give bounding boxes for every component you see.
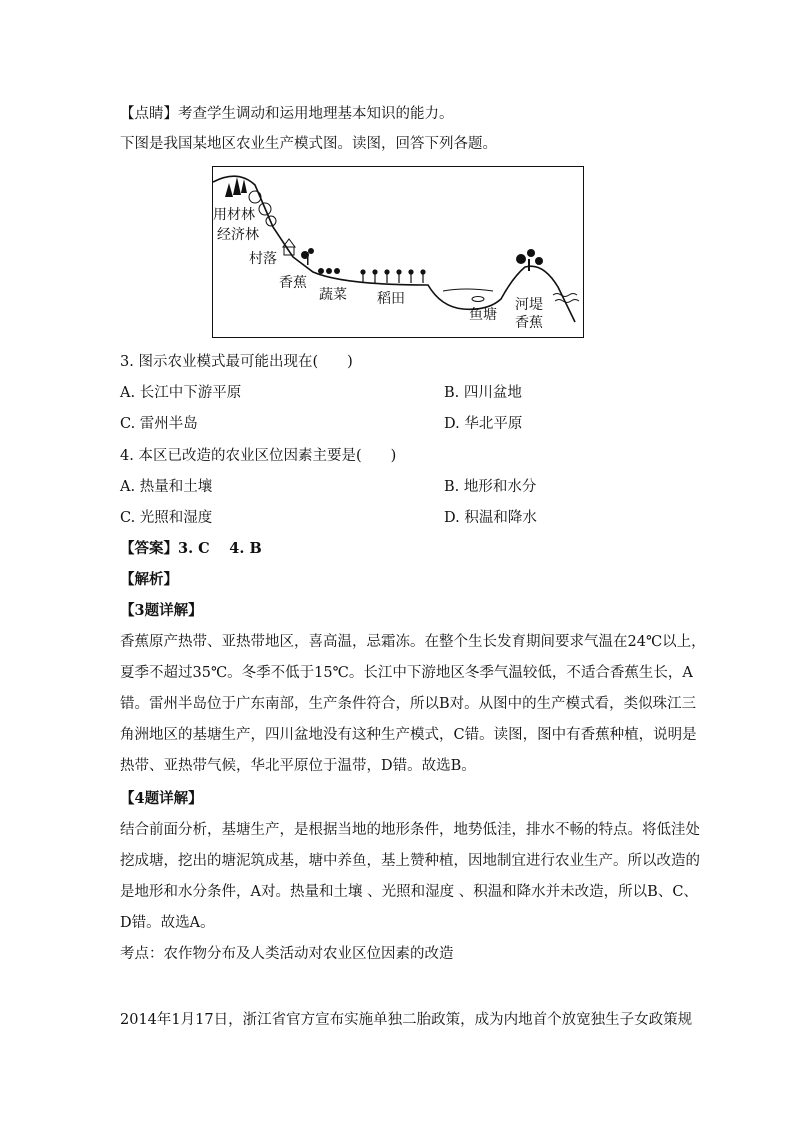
question-4-stem: 4. 本区已改造的农业区位因素主要是( ) xyxy=(120,448,397,464)
q3-detail-line: 角洲地区的基塘生产，四川盆地没有这种生产模式，C错。读图，图中有香蕉种植，说明是 xyxy=(120,727,697,743)
q4-option-d: D. 积温和降水 xyxy=(444,510,537,526)
kaodian-note: 考点：农作物分布及人类活动对农业区位因素的改造 xyxy=(120,946,454,962)
q3-detail-line: 错。雷州半岛位于广东南部，生产条件符合，所以B对。从图中的生产模式看，类似珠江三 xyxy=(120,696,697,712)
figure-label-vegetable: 蔬菜 xyxy=(319,287,347,303)
q3-detail-title: 【3题详解】 xyxy=(120,602,203,619)
figure-label-village: 村落 xyxy=(249,251,277,267)
figure-label-dike: 河堤 xyxy=(515,297,543,313)
q3-detail-line: 夏季不超过35℃。冬季不低于15℃。长江中下游地区冬季气温较低，不适合香蕉生长，A xyxy=(120,665,693,681)
timber-forest-icon xyxy=(225,177,247,197)
dianjing-note: 【点睛】考查学生调动和运用地理基本知识的能力。 xyxy=(120,106,454,122)
q4-option-c: C. 光照和湿度 xyxy=(120,510,213,526)
q4-detail-line: 结合前面分析，基塘生产，是根据当地的地形条件，地势低洼，排水不畅的特点。将低洼处 xyxy=(120,822,700,838)
fish-icon xyxy=(472,297,484,302)
next-paragraph: 2014年1月17日，浙江省官方宣布实施单独二胎政策，成为内地首个放宽独生子女政策规 xyxy=(120,1012,693,1028)
q3-option-a: A. 长江中下游平原 xyxy=(120,385,242,401)
figure-label-rice: 稻田 xyxy=(377,291,405,307)
q3-option-b: B. 四川盆地 xyxy=(444,385,522,401)
q4-option-b: B. 地形和水分 xyxy=(444,479,537,495)
figure-label-economic: 经济林 xyxy=(217,227,259,243)
q4-detail-line: 是地形和水分条件，A对。热量和土壤 、光照和湿度 、积温和降水并未改造，所以B、C、 xyxy=(120,884,698,900)
q4-option-a: A. 热量和土壤 xyxy=(120,479,213,495)
analysis-title: 【解析】 xyxy=(120,571,178,588)
figure-label-banana: 香蕉 xyxy=(279,275,307,291)
agriculture-model-figure xyxy=(212,166,584,338)
q4-detail-title: 【4题详解】 xyxy=(120,790,203,807)
vegetable-icon xyxy=(318,268,340,274)
rice-paddy-icon xyxy=(361,270,425,283)
fishpond-water xyxy=(443,289,493,291)
banana-icon xyxy=(301,248,314,265)
figure-intro: 下图是我国某地区农业生产模式图。读图，回答下列各题。 xyxy=(120,136,497,152)
q4-detail-line: 挖成塘，挖出的塘泥筑成基，塘中养鱼，基上赞种植，因地制宜进行农业生产。所以改造的 xyxy=(120,853,700,869)
q4-detail-line: D错。故选A。 xyxy=(120,915,215,931)
figure-label-dike-banana: 香蕉 xyxy=(515,315,543,331)
figure-label-fishpond: 鱼塘 xyxy=(469,307,497,323)
river-water xyxy=(553,294,579,303)
answer-line: 【答案】3. C 4. B xyxy=(120,540,262,557)
q3-option-c: C. 雷州半岛 xyxy=(120,416,198,432)
q3-option-d: D. 华北平原 xyxy=(444,416,523,432)
figure-label-timber: 用材林 xyxy=(213,207,255,223)
village-house-icon xyxy=(283,239,295,255)
question-3-stem: 3. 图示农业模式最可能出现在( ) xyxy=(120,354,353,370)
q3-detail-line: 热带、亚热带气候，华北平原位于温带，D错。故选B。 xyxy=(120,758,476,774)
q3-detail-line: 香蕉原产热带、亚热带地区，喜高温，忌霜冻。在整个生长发育期间要求气温在24℃以上， xyxy=(120,634,706,650)
